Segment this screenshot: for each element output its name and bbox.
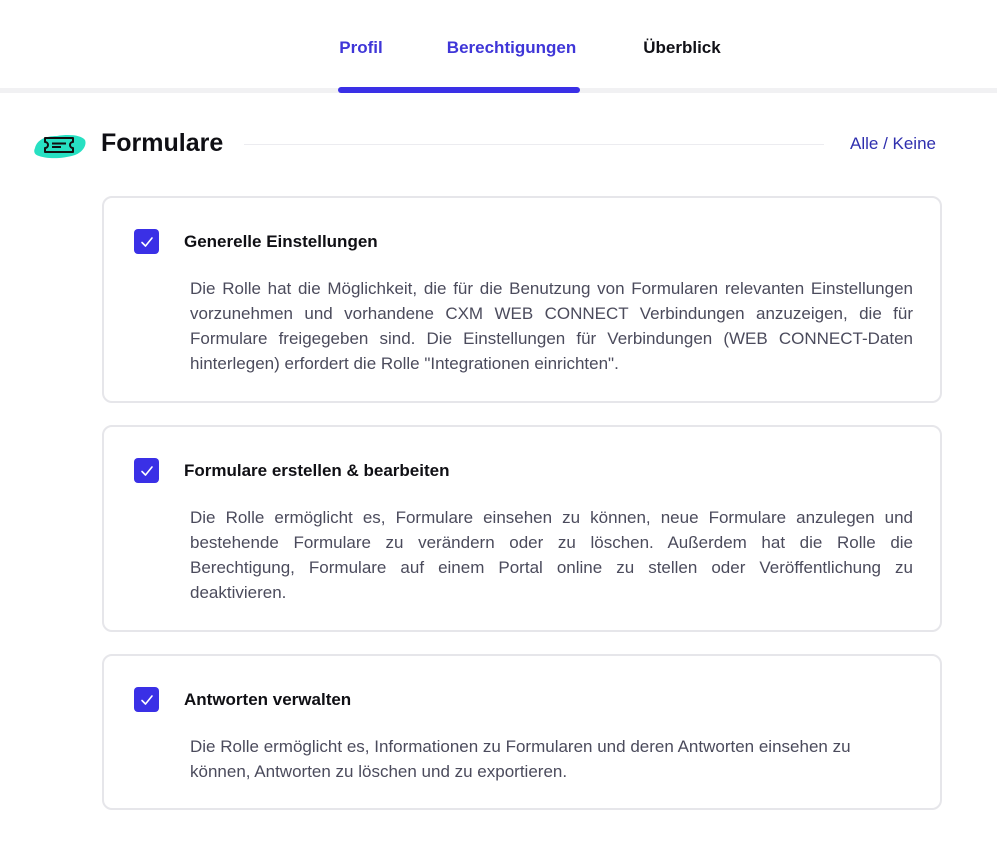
permission-description: Die Rolle ermöglicht es, Informationen zu Formularen und deren Antworten einsehen zu können, Antworten zu löschen und zu exportieren.	[190, 737, 851, 781]
permission-card-formulare-erstellen	[102, 425, 942, 632]
checkmark-icon	[140, 464, 154, 478]
checkmark-icon	[140, 235, 154, 249]
permission-card-generelle-einstellungen	[102, 196, 942, 403]
permission-checkbox[interactable]	[134, 458, 159, 483]
tab-bar	[0, 0, 997, 93]
permission-description: Die Rolle hat die Möglichkeit, die für die Benutzung von Formularen relevanten Einstellungen vorzunehmen und vorhandene CXM WEB CONNECT Verbindungen anzuzeigen, die für Formulare freigegeben sind. Die Einstellungen für Verbindungen (WEB CONNECT-Daten hinterlegen) erfordert die Rolle "Integrationen einrichten".	[190, 279, 913, 373]
permission-description: Die Rolle ermöglicht es, Formulare einsehen zu können, neue Formulare anzulegen und bestehende Formulare zu verändern oder zu löschen. Außerdem hat die Rolle die Berechtigung, Formulare auf einem Portal online zu stellen oder Veröffentlichung zu deaktivieren.	[190, 508, 913, 602]
tab-ueberblick[interactable]: Überblick	[643, 38, 721, 57]
ticket-icon	[31, 128, 87, 161]
active-tab-indicator	[338, 87, 580, 93]
checkmark-icon	[140, 693, 154, 707]
permission-title: Antworten verwalten	[184, 690, 352, 709]
tab-profil[interactable]: Profil	[339, 38, 383, 57]
tab-berechtigungen[interactable]: Berechtigungen	[446, 38, 577, 57]
permission-card-antworten-verwalten	[102, 654, 942, 810]
permission-checkbox[interactable]	[134, 687, 159, 712]
section-title: Formulare	[101, 129, 224, 157]
permission-checkbox[interactable]	[134, 229, 159, 254]
permission-title: Generelle Einstellungen	[184, 232, 378, 251]
select-all-none-link[interactable]: Alle / Keine	[850, 134, 936, 153]
permission-title: Formulare erstellen & bearbeiten	[184, 461, 450, 480]
section-divider	[244, 144, 824, 145]
